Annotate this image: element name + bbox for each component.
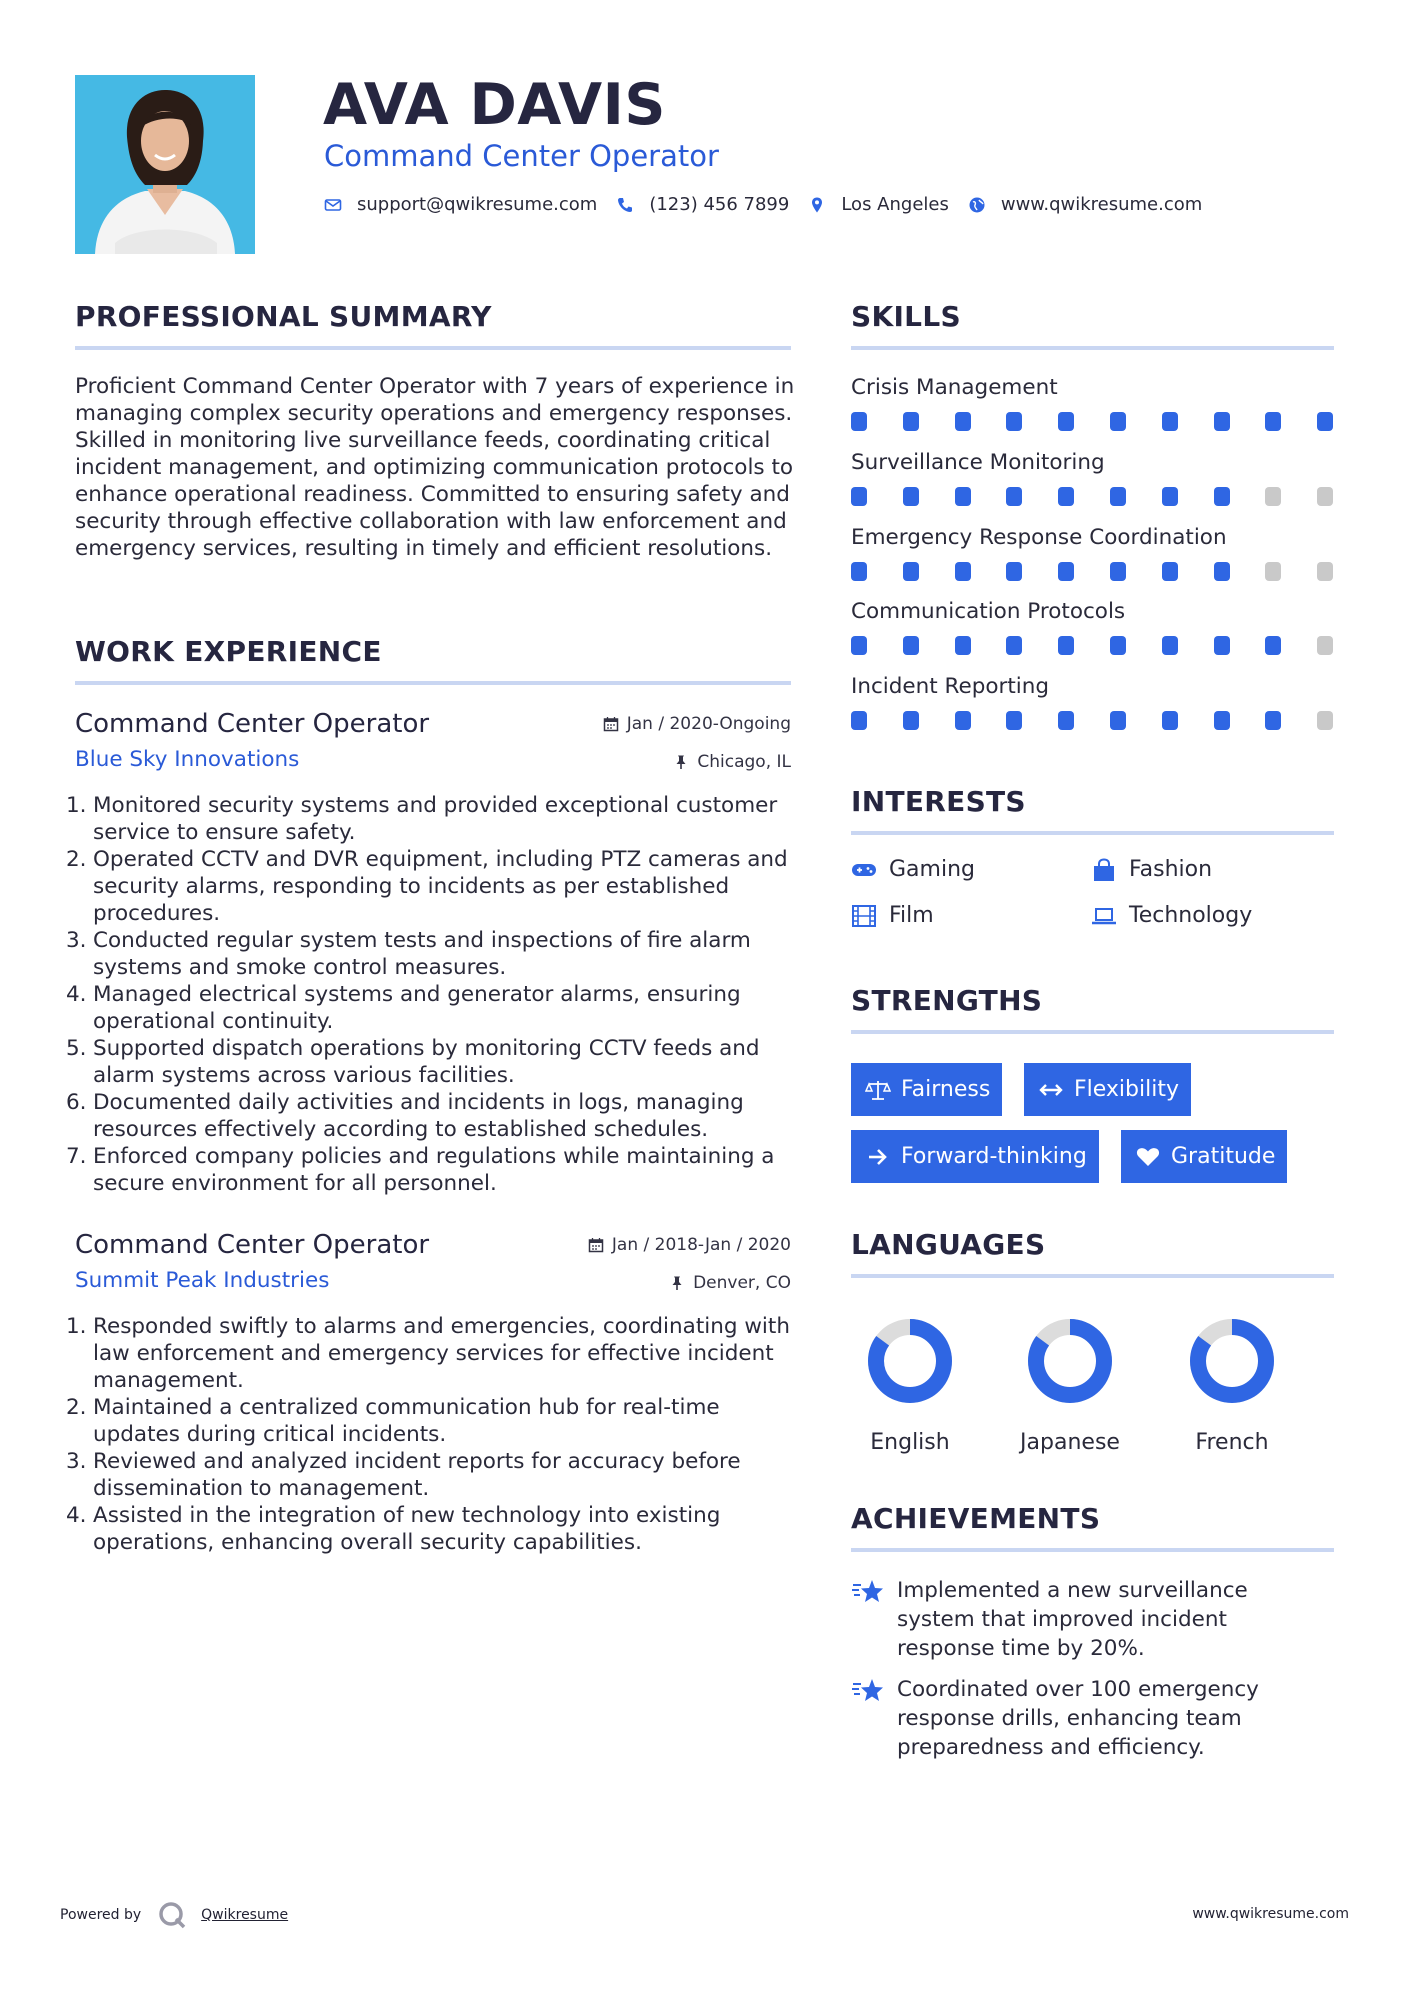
job-bullets <box>66 1313 796 1556</box>
skill-dot-filled <box>1317 412 1333 431</box>
skill-name: Emergency Response Coordination <box>851 525 1227 550</box>
skill-item <box>851 374 1334 432</box>
list-item: 1. Responded swiftly to alarms and emergencies, coordinating with law enforcement and emergency services for effective incident management. <box>66 1314 790 1393</box>
skill-dot-filled <box>1006 636 1022 655</box>
skill-rating <box>851 562 1334 582</box>
contact-phone-text: (123) 456 7899 <box>649 194 790 215</box>
interests-divider <box>851 831 1334 835</box>
skill-dot-filled <box>851 636 867 655</box>
strengths-divider <box>851 1030 1334 1034</box>
skill-rating <box>851 487 1334 507</box>
envelope-icon <box>323 195 343 215</box>
interest-label: Fashion <box>1129 857 1213 882</box>
skill-rating <box>851 412 1334 432</box>
skill-name: Surveillance Monitoring <box>851 450 1105 475</box>
contact-location <box>807 194 949 215</box>
strength-label: Forward-thinking <box>901 1144 1087 1169</box>
language-label: English <box>870 1430 950 1455</box>
experience-heading: WORK EXPERIENCE <box>75 635 382 668</box>
skill-item <box>851 449 1334 507</box>
job-location-text: Denver, CO <box>693 1273 791 1293</box>
powered-by-label: Powered by <box>60 1907 142 1923</box>
interests-heading: INTERESTS <box>851 785 1026 818</box>
job-date <box>588 1235 791 1255</box>
skill-dot-filled <box>1006 487 1022 506</box>
language-label: French <box>1195 1430 1269 1455</box>
interest-label: Gaming <box>889 857 975 882</box>
skill-dot-empty <box>1317 562 1333 581</box>
arrow-right-icon <box>865 1145 891 1169</box>
list-item: 6. Documented daily activities and incidents in logs, managing resources effectively according to established schedules. <box>66 1090 744 1142</box>
skill-dot-filled <box>1006 711 1022 730</box>
skill-dot-filled <box>1162 487 1178 506</box>
skill-dot-empty <box>1265 562 1281 581</box>
achievement-text: Implemented a new surveillance system that improved incident response time by 20%. <box>897 1578 1248 1661</box>
strength-tag-fairness <box>851 1063 1002 1116</box>
skill-dot-filled <box>1058 412 1074 431</box>
strength-label: Gratitude <box>1171 1144 1276 1169</box>
star-badge-icon <box>851 1577 885 1607</box>
shopping-bag-icon <box>1091 858 1117 882</box>
pushpin-icon <box>673 754 689 770</box>
strength-tag-forward-thinking <box>851 1130 1099 1183</box>
strength-label: Flexibility <box>1074 1077 1179 1102</box>
job-entry-header <box>75 708 791 774</box>
skill-name: Crisis Management <box>851 375 1058 400</box>
languages-divider <box>851 1274 1334 1278</box>
strength-tag-gratitude <box>1121 1130 1287 1183</box>
skill-dot-empty <box>1265 487 1281 506</box>
skills-divider <box>851 346 1334 350</box>
skill-dot-filled <box>903 562 919 581</box>
skill-dot-filled <box>1265 636 1281 655</box>
list-item: 1. Monitored security systems and provided exceptional customer service to ensure safety. <box>66 793 778 845</box>
skill-dot-filled <box>851 562 867 581</box>
skill-dot-filled <box>1006 562 1022 581</box>
achievements-divider <box>851 1548 1334 1552</box>
star-badge-icon <box>851 1676 885 1706</box>
language-proficiency-ring <box>862 1313 958 1409</box>
contact-bar <box>323 194 1220 215</box>
language-item <box>840 1313 980 1457</box>
skill-dot-filled <box>1110 636 1126 655</box>
skill-dot-filled <box>955 487 971 506</box>
strength-tag-flexibility <box>1024 1063 1191 1116</box>
skill-dot-filled <box>1162 636 1178 655</box>
skill-dot-empty <box>1317 711 1333 730</box>
skill-dot-filled <box>1110 562 1126 581</box>
calendar-icon <box>603 716 619 732</box>
heart-icon <box>1135 1145 1161 1169</box>
skill-dot-filled <box>1110 487 1126 506</box>
skill-dot-filled <box>1162 711 1178 730</box>
skill-dot-filled <box>903 412 919 431</box>
job-bullets <box>66 792 796 1197</box>
profile-photo <box>75 75 255 254</box>
list-item: 7. Enforced company policies and regulations while maintaining a secure environment for all personnel. <box>66 1144 775 1196</box>
skill-name: Communication Protocols <box>851 599 1126 624</box>
strength-label: Fairness <box>901 1077 991 1102</box>
skill-dot-filled <box>1214 562 1230 581</box>
skill-dot-filled <box>1110 711 1126 730</box>
job-date <box>603 714 791 734</box>
phone-icon <box>615 195 635 215</box>
candidate-name: AVA DAVIS <box>323 72 666 138</box>
contact-website-text: www.qwikresume.com <box>1000 194 1203 215</box>
skill-item <box>851 524 1334 582</box>
list-item: 2. Maintained a centralized communication hub for real-time updates during critical incidents. <box>66 1395 720 1447</box>
skill-dot-filled <box>1058 562 1074 581</box>
list-item: 3. Reviewed and analyzed incident reports for accuracy before dissemination to management. <box>66 1449 741 1501</box>
footer-url: www.qwikresume.com <box>1192 1906 1349 1922</box>
skill-dot-filled <box>1214 412 1230 431</box>
skill-dot-filled <box>1058 487 1074 506</box>
job-company: Blue Sky Innovations <box>75 747 300 772</box>
summary-heading: PROFESSIONAL SUMMARY <box>75 300 492 333</box>
globe-icon <box>967 195 987 215</box>
summary-divider <box>75 346 791 350</box>
contact-location-text: Los Angeles <box>841 194 949 215</box>
skill-dot-filled <box>1214 636 1230 655</box>
skill-dot-empty <box>1317 636 1333 655</box>
candidate-title: Command Center Operator <box>324 139 719 173</box>
list-item: 3. Conducted regular system tests and inspections of fire alarm systems and smoke control measures. <box>66 928 751 980</box>
skill-dot-filled <box>955 562 971 581</box>
skill-dot-filled <box>1214 487 1230 506</box>
job-location <box>669 1273 791 1293</box>
list-item: 4. Assisted in the integration of new technology into existing operations, enhancing overall security capabilities. <box>66 1503 721 1555</box>
contact-email-text: support@qwikresume.com <box>357 194 598 215</box>
skill-rating <box>851 711 1334 731</box>
interest-label: Film <box>889 903 934 928</box>
achievement-text: Coordinated over 100 emergency response drills, enhancing team preparedness and efficiency. <box>897 1677 1259 1760</box>
job-location <box>673 752 791 772</box>
skill-dot-filled <box>903 711 919 730</box>
skill-dot-filled <box>851 711 867 730</box>
skill-dot-filled <box>851 412 867 431</box>
skill-dot-filled <box>903 636 919 655</box>
experience-divider <box>75 681 791 685</box>
skill-dot-filled <box>1265 412 1281 431</box>
film-icon <box>851 904 877 928</box>
summary-text: Proficient Command Center Operator with 7 years of experience in managing complex security operations and emergency responses. Skilled in monitoring live surveillance feeds, coordinating critical incident management, and optimizing communication protocols to enhance operational readiness. Committed to ensuring safety and security through effective collaboration with law enforcement and emergency services, resulting in timely and efficient resolutions. <box>75 374 795 561</box>
qwikresume-link[interactable]: Qwikresume <box>201 1907 289 1923</box>
job-company: Summit Peak Industries <box>75 1268 330 1293</box>
languages-heading: LANGUAGES <box>851 1228 1046 1261</box>
list-item: 4. Managed electrical systems and generator alarms, ensuring operational continuity. <box>66 982 741 1034</box>
arrows-horizontal-icon <box>1038 1078 1064 1102</box>
balance-scale-icon <box>865 1078 891 1102</box>
job-location-text: Chicago, IL <box>697 752 791 772</box>
contact-website[interactable] <box>967 194 1202 215</box>
skill-dot-filled <box>1162 562 1178 581</box>
interest-gaming <box>851 857 975 882</box>
skills-heading: SKILLS <box>851 300 961 333</box>
skill-dot-filled <box>1214 711 1230 730</box>
contact-email[interactable] <box>323 194 597 215</box>
laptop-icon <box>1091 904 1117 928</box>
interest-film <box>851 903 934 928</box>
language-proficiency-ring <box>1022 1313 1118 1409</box>
skill-dot-filled <box>1006 412 1022 431</box>
achievement-item <box>851 1576 1331 1663</box>
job-role: Command Center Operator <box>75 709 430 739</box>
qwikresume-logo-icon <box>157 1900 187 1930</box>
skill-dot-filled <box>955 412 971 431</box>
skill-dot-empty <box>1317 487 1333 506</box>
skill-dot-filled <box>1058 636 1074 655</box>
job-date-text: Jan / 2018-Jan / 2020 <box>611 1235 791 1255</box>
skill-name: Incident Reporting <box>851 674 1050 699</box>
skill-dot-filled <box>1162 412 1178 431</box>
language-label: Japanese <box>1020 1430 1120 1455</box>
language-item <box>1162 1313 1302 1457</box>
skill-item <box>851 673 1334 731</box>
contact-phone[interactable] <box>615 194 789 215</box>
strengths-heading: STRENGTHS <box>851 984 1043 1017</box>
pushpin-icon <box>669 1275 685 1291</box>
language-proficiency-ring <box>1184 1313 1280 1409</box>
calendar-icon <box>588 1237 604 1253</box>
list-item: 2. Operated CCTV and DVR equipment, including PTZ cameras and security alarms, responding to incidents as per established procedures. <box>66 847 788 926</box>
skill-dot-filled <box>1110 412 1126 431</box>
language-item <box>1000 1313 1140 1457</box>
skill-dot-filled <box>851 487 867 506</box>
interest-fashion <box>1091 857 1212 882</box>
skill-item <box>851 598 1334 656</box>
skill-dot-filled <box>1265 711 1281 730</box>
achievements-heading: ACHIEVEMENTS <box>851 1502 1101 1535</box>
job-entry-header <box>75 1229 791 1295</box>
map-pin-icon <box>807 195 827 215</box>
list-item: 5. Supported dispatch operations by monitoring CCTV feeds and alarm systems across various facilities. <box>66 1036 760 1088</box>
job-role: Command Center Operator <box>75 1230 430 1260</box>
gamepad-icon <box>851 858 877 882</box>
achievement-item <box>851 1675 1331 1762</box>
skill-rating <box>851 636 1334 656</box>
skill-dot-filled <box>903 487 919 506</box>
job-date-text: Jan / 2020-Ongoing <box>626 714 791 734</box>
skill-dot-filled <box>955 636 971 655</box>
footer-powered-by <box>60 1900 288 1930</box>
skill-dot-filled <box>955 711 971 730</box>
interest-label: Technology <box>1129 903 1253 928</box>
skill-dot-filled <box>1058 711 1074 730</box>
person-portrait-icon <box>75 75 255 254</box>
interest-technology <box>1091 903 1252 928</box>
